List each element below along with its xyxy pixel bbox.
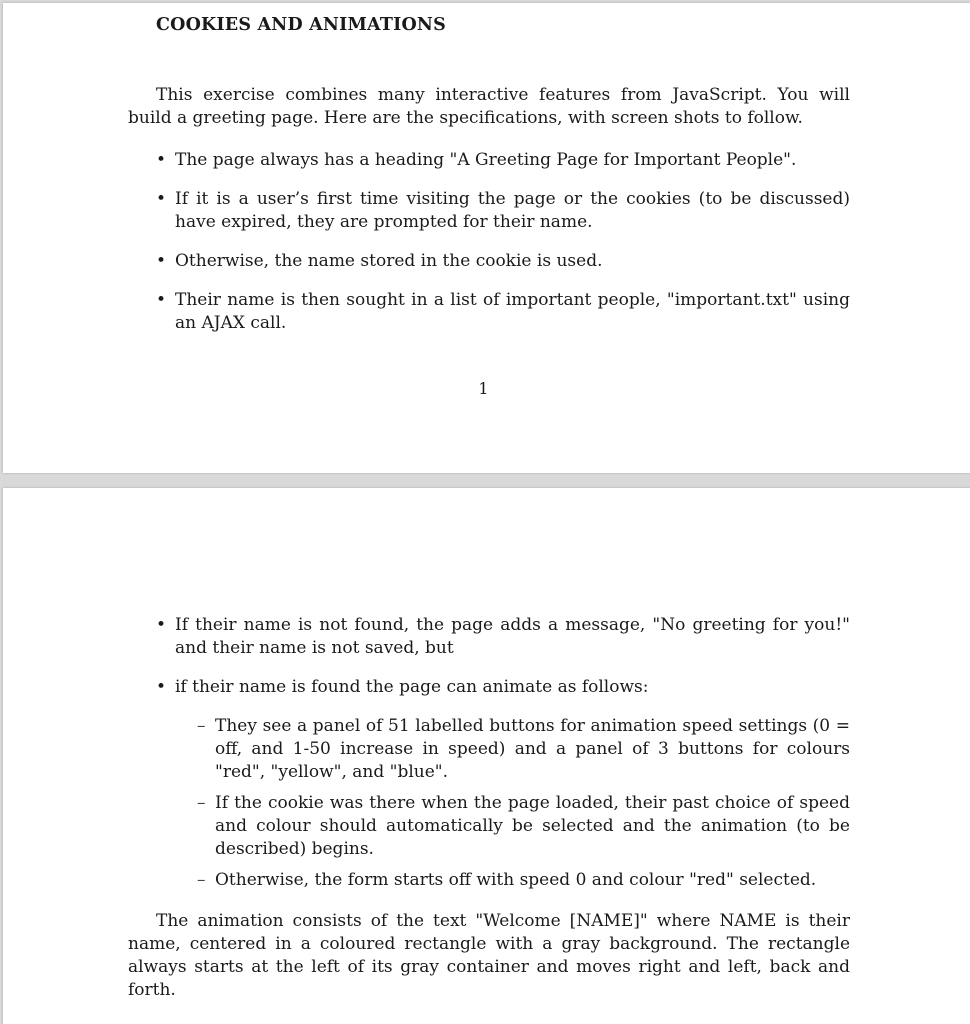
sub-list-item-text: They see a panel of 51 labelled buttons for animation speed settings (0 = off, and 1-50 increase in speed) and a panel of 3 buttons for colours "red", "yellow", and "blue". [215, 716, 850, 782]
bullet-icon: • [156, 615, 167, 635]
list-item-text: The page always has a heading "A Greeting Page for Important People". [175, 150, 797, 170]
spec-list-1 [128, 149, 850, 335]
sub-list-item [175, 792, 850, 861]
sub-list-item [175, 715, 850, 784]
bullet-icon: • [156, 677, 167, 697]
list-item-text: if their name is found the page can animate as follows: [175, 677, 649, 697]
closing-paragraph: The animation consists of the text "Welcome [NAME]" where NAME is their name, centered in a coloured rectangle with a gray background. The rectangle always starts at the left of its gray container and moves right and left, back and forth. [128, 911, 850, 1000]
dash-icon: – [197, 793, 206, 813]
intro-paragraph: This exercise combines many interactive features from JavaScript. You will build a greeting page. Here are the specifications, with screen shots to follow. [128, 85, 850, 128]
spec-list-2 [128, 614, 850, 892]
list-item [128, 250, 850, 273]
dash-icon: – [197, 716, 206, 736]
list-item [128, 676, 850, 892]
bullet-icon: • [156, 251, 167, 271]
list-item-text: If it is a user’s first time visiting the page or the cookies (to be discussed) have expired, they are prompted for their name. [175, 189, 850, 232]
page-number: 1 [478, 379, 489, 398]
bullet-icon: • [156, 290, 167, 310]
list-item [128, 188, 850, 234]
list-item-text: Their name is then sought in a list of important people, "important.txt" using an AJAX call. [175, 290, 850, 333]
document-page-1 [3, 3, 970, 473]
sub-list-item-text: Otherwise, the form starts off with speed 0 and colour "red" selected. [215, 870, 817, 890]
animation-sub-list [175, 715, 850, 892]
list-item [128, 614, 850, 660]
sub-list-item [175, 869, 850, 892]
sub-list-item-text: If the cookie was there when the page loaded, their past choice of speed and colour should automatically be selected and the animation (to be described) begins. [215, 793, 850, 859]
bullet-icon: • [156, 150, 167, 170]
document-page-2 [3, 488, 970, 1024]
list-item [128, 289, 850, 335]
list-item-text: If their name is not found, the page adds a message, "No greeting for you!" and their name is not saved, but [175, 615, 850, 658]
list-item [128, 149, 850, 172]
section-heading: COOKIES AND ANIMATIONS [156, 15, 446, 35]
list-item-text: Otherwise, the name stored in the cookie is used. [175, 251, 603, 271]
dash-icon: – [197, 870, 206, 890]
bullet-icon: • [156, 189, 167, 209]
